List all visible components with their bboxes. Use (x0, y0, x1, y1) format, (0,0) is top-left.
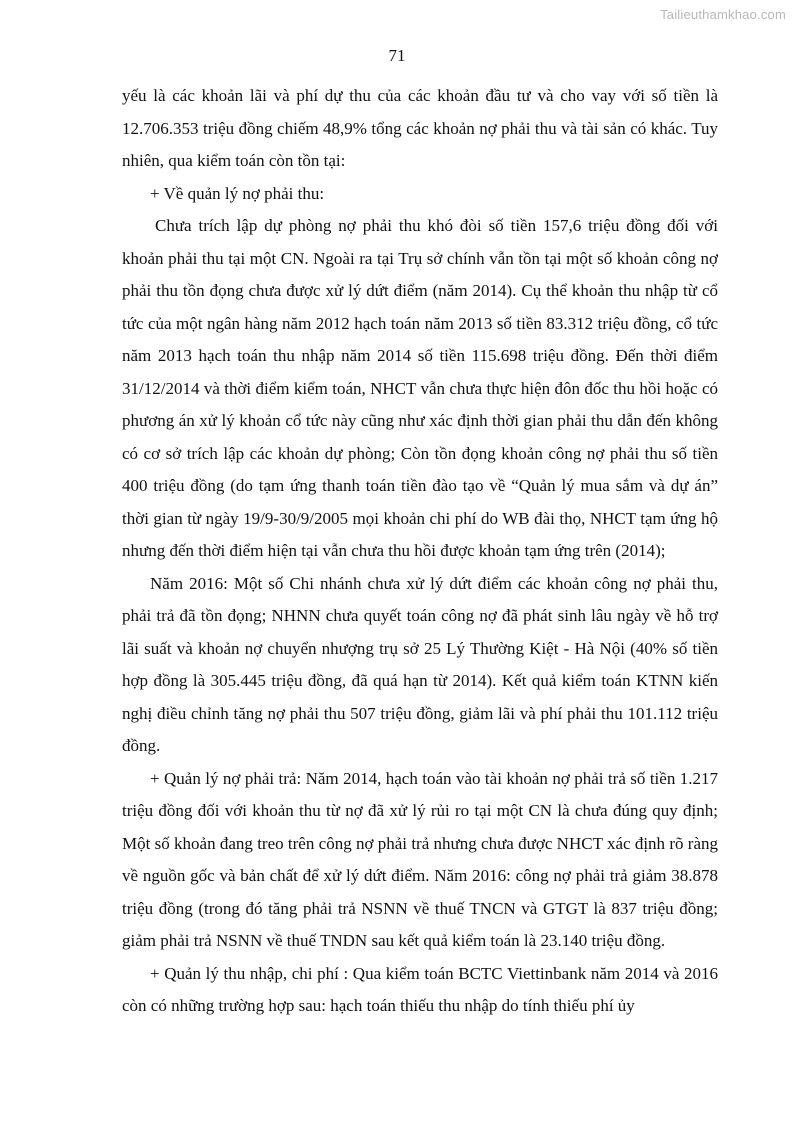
paragraph-receivables: Chưa trích lập dự phòng nợ phải thu khó đòi số tiền 157,6 triệu đồng đối với khoản phải thu tại một CN. Ngoài ra tại Trụ sở chính vẫn tồn tại một số khoản công nợ phải thu tồn đọng chưa được xử lý dứt điểm (năm 2014). Cụ thể khoản thu nhập từ cổ tức của một ngân hàng năm 2012 hạch toán năm 2013 số tiền 83.312 triệu đồng, cổ tức năm 2013 hạch toán thu nhập năm 2014 số tiền 115.698 triệu đồng. Đến thời điểm 31/12/2014 và thời điểm kiểm toán, NHCT vẫn chưa thực hiện đôn đốc thu hồi hoặc có phương án xử lý khoản cổ tức này cũng như xác định thời gian phải thu dẫn đến không có cơ sở trích lập các khoản dự phòng; Còn tồn đọng khoản công nợ phải thu số tiền 400 triệu đồng (do tạm ứng thanh toán tiền đào tạo về “Quản lý mua sắm và dự án” thời gian từ ngày 19/9-30/9/2005 mọi khoản chi phí do WB đài thọ, NHCT tạm ứng hộ nhưng đến thời điểm hiện tại vẫn chưa thu hồi được khoản tạm ứng trên (2014); (122, 216, 718, 560)
watermark: Tailieuthamkhao.com (660, 7, 786, 22)
paragraph-year-2016: Năm 2016: Một số Chi nhánh chưa xử lý dứt điểm các khoản công nợ phải thu, phải trả đã tồn đọng; NHNN chưa quyết toán công nợ đã phát sinh lâu ngày về hỗ trợ lãi suất và khoản nợ chuyển nhượng trụ sở 25 Lý Thường Kiệt - Hà Nội (40% số tiền hợp đồng là 305.445 triệu đồng, đã quá hạn từ 2014). Kết quả kiểm toán KTNN kiến nghị điều chỉnh tăng nợ phải thu 507 triệu đồng, giảm lãi và phí phải thu 101.112 triệu đồng. (122, 573, 718, 755)
paragraph-continuation: yếu là các khoản lãi và phí dự thu của các khoản đầu tư và cho vay với số tiền là 12.706.353 triệu đồng chiếm 48,9% tổng các khoản nợ phải thu và tài sản có khác. Tuy nhiên, qua kiểm toán còn tồn tại: (122, 86, 718, 170)
document-body (122, 80, 718, 1023)
paragraph-income-expense: + Quản lý thu nhập, chi phí : Qua kiểm toán BCTC Viettinbank năm 2014 và 2016 còn có những trường hợp sau: hạch toán thiếu thu nhập do tính thiếu phí ủy (122, 963, 718, 1015)
paragraph-payables: + Quản lý nợ phải trả: Năm 2014, hạch toán vào tài khoản nợ phải trả số tiền 1.217 triệu đồng đối với khoản thu từ nợ đã xử lý rủi ro tại một CN là chưa đúng quy định; Một số khoản đang treo trên công nợ phải trả nhưng chưa được NHCT xác định rõ ràng về nguồn gốc và bản chất để xử lý dứt điểm. Năm 2016: công nợ phải trả giảm 38.878 triệu đồng (trong đó tăng phải trả NSNN về thuế TNCN và GTGT là 837 triệu đồng; giảm phải trả NSNN về thuế TNDN sau kết quả kiểm toán là 23.140 triệu đồng. (122, 768, 718, 950)
section-heading-receivables: + Về quản lý nợ phải thu: (150, 183, 325, 203)
page-number: 71 (388, 46, 406, 65)
